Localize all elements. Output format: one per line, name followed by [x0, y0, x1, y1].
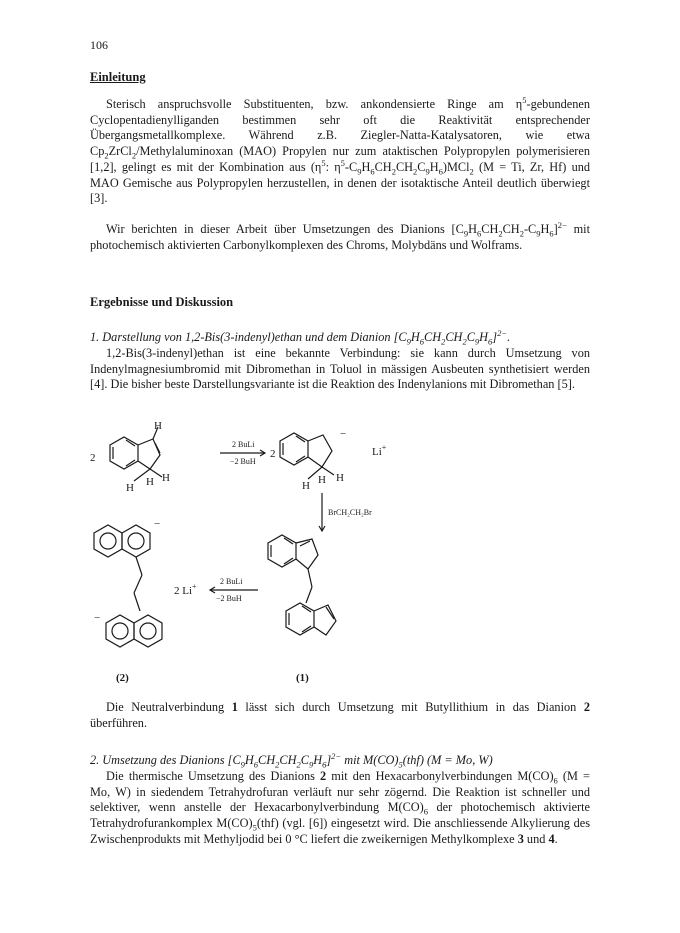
- arrow-3-reagent: 2 BuLi: [220, 577, 243, 586]
- text-fragment: (M = Ti, Zr, Hf) und MAO Gemische aus Polypropylen herzustellen, in denen der isotaktische Anteil deutlich überwiegt [3].: [90, 159, 591, 206]
- arrow-3-byproduct: −2 BuH: [216, 594, 242, 603]
- text-fragment: 2. Umsetzung des Dianions [C: [90, 753, 241, 767]
- lithium-cation: [372, 443, 387, 458]
- text-fragment: .: [507, 330, 511, 344]
- text-fragment: 1: [231, 700, 238, 714]
- text-fragment: 2: [441, 336, 446, 347]
- text-fragment: 9: [406, 336, 411, 347]
- text-fragment: 2: [104, 150, 109, 161]
- section-1-title: [90, 327, 590, 347]
- results-heading: [90, 293, 590, 311]
- text-fragment: Wir berichten in dieser Arbeit über Umsetzungen des Dianions [C: [106, 222, 464, 236]
- text-fragment: 2−: [331, 750, 342, 761]
- text-fragment: CH: [279, 753, 297, 767]
- text-fragment: 9: [474, 336, 480, 347]
- text-fragment: ]: [553, 222, 558, 236]
- text-fragment: mit den Hexacarbonylverbindungen M(CO): [326, 769, 554, 783]
- text-fragment: 6: [253, 759, 259, 770]
- text-fragment: mit M(CO): [341, 753, 399, 767]
- text-fragment: (M = Mo, W) in siedendem Tetrahydrofuran verläuft nur sehr zögernd. Die Reaktion ist schneller und selektiver, wenn anstelle der Hexacarbonylverbindung M(CO): [90, 769, 590, 815]
- text-fragment: 6: [477, 228, 482, 239]
- text-fragment: 2: [296, 759, 301, 770]
- compound-label-1: (1): [296, 672, 309, 684]
- h-label-left: H: [126, 482, 134, 494]
- text-fragment: 5: [252, 822, 257, 833]
- text-fragment: CH: [395, 159, 414, 174]
- text-fragment: +: [192, 582, 197, 591]
- section-1-paragraph-2: [90, 700, 590, 731]
- text-fragment: H: [468, 222, 477, 236]
- text-fragment: H: [410, 330, 420, 344]
- reaction-scheme: [90, 415, 590, 687]
- text-fragment: Li: [372, 446, 382, 458]
- reaction-scheme-drawing: [90, 415, 590, 687]
- text-fragment: C: [300, 753, 309, 767]
- compound-2-structure: [94, 525, 162, 647]
- text-fragment: 6: [419, 336, 424, 347]
- intro-paragraph-1: [90, 94, 591, 207]
- section-2-title: [90, 750, 590, 770]
- text-fragment: ]: [326, 753, 332, 767]
- text-fragment: +: [381, 443, 387, 452]
- indenyl-anion-structure: [280, 433, 334, 479]
- text-fragment: 5: [321, 157, 326, 168]
- text-fragment: 6: [370, 166, 375, 177]
- text-fragment: 5: [522, 94, 527, 105]
- text-fragment: H: [429, 159, 439, 174]
- indene-left-structure: [110, 427, 162, 481]
- text-fragment: H: [361, 159, 371, 174]
- text-fragment: /Methylaluminoxan (MAO) Propylen nur zum ataktischen Polypropylen polymerisieren [1,2], gelingt es mit der Kombination aus (η: [90, 144, 590, 174]
- intro-heading: [90, 68, 590, 86]
- text-fragment: : η: [325, 159, 341, 174]
- arrow-1-reagent: 2 BuLi: [232, 440, 255, 449]
- h-label-anion-left: H: [302, 480, 310, 492]
- text-fragment: ZrCl: [108, 144, 132, 159]
- arrow-1-byproduct: −2 BuH: [230, 457, 256, 466]
- text-fragment: 5: [340, 157, 345, 168]
- h-label-anion-right: H: [336, 472, 344, 484]
- text-fragment: Die thermische Umsetzung des Dianions: [106, 769, 321, 783]
- text-fragment: 2: [498, 228, 503, 239]
- text-fragment: 1. Darstellung von 1,2-Bis(3-indenyl)ethan und dem Dianion [C: [90, 330, 407, 344]
- h-label-mid: H: [146, 476, 154, 488]
- lithium-counterions: [174, 582, 197, 597]
- page-number: 106: [90, 38, 108, 52]
- text-fragment: C: [417, 159, 426, 174]
- arrow-2-reagent: BrCH₂CH₂Br: [328, 508, 372, 517]
- intro-paragraph-2: [90, 219, 590, 253]
- text-fragment: 2: [583, 700, 590, 714]
- text-fragment: H: [313, 753, 323, 767]
- text-fragment: (thf) (vgl. [6]) eingesetzt wird. Die anschliessende Alkylierung des Zwischenprodukts mit Methyljodid bei 0 °C liefert die zweikernigen Methylkomplexe: [90, 816, 590, 846]
- text-fragment: 9: [240, 759, 245, 770]
- charge-lower-indenyl: −: [94, 612, 101, 624]
- text-fragment: H: [244, 753, 254, 767]
- compound-1-structure: [268, 535, 336, 635]
- text-fragment: Einleitung: [90, 70, 146, 84]
- text-fragment: 2 Li: [174, 585, 193, 597]
- text-fragment: mit photochemisch aktivierten Carbonylkomplexen des Chroms, Molybdäns und Wolframs.: [90, 222, 590, 252]
- text-fragment: (thf) (M = Mo, W): [402, 753, 493, 767]
- h-label-anion-mid: H: [318, 474, 326, 486]
- text-fragment: 2: [320, 769, 327, 783]
- text-fragment: CH: [445, 330, 463, 344]
- text-fragment: CH: [374, 159, 392, 174]
- text-fragment: 9: [536, 228, 541, 239]
- text-fragment: C: [466, 330, 475, 344]
- text-fragment: -gebundenen Cyclopentadienylliganden bestimmen sehr oft die Reaktivität entsprechender Übergangsmetallkomplexe. Während z.B. Ziegler-Natta-Katalysatoren, wie etwa Cp: [90, 97, 590, 159]
- text-fragment: 5: [398, 759, 403, 770]
- text-fragment: Sterisch anspruchsvolle Substituenten, bzw. ankondensierte Ringe am η: [106, 97, 523, 111]
- text-fragment: 9: [308, 759, 314, 770]
- h-label-top: H: [154, 420, 162, 432]
- text-fragment: 2−: [497, 327, 508, 338]
- text-fragment: 6: [488, 336, 493, 347]
- text-fragment: 6: [423, 806, 429, 817]
- text-fragment: Die Neutralverbindung: [106, 700, 232, 714]
- text-fragment: 6: [322, 759, 327, 770]
- text-fragment: CH: [502, 222, 520, 236]
- text-fragment: überführen.: [90, 715, 148, 730]
- text-fragment: 3: [517, 831, 524, 846]
- text-fragment: der photochemisch aktivierte Tetrahydrofurankomplex M(CO): [90, 800, 591, 831]
- text-fragment: 2: [413, 166, 418, 177]
- compound-label-2: (2): [116, 672, 129, 684]
- text-fragment: .: [554, 831, 558, 846]
- anion-charge: −: [340, 428, 347, 440]
- text-fragment: 2: [519, 228, 524, 239]
- text-fragment: 2: [469, 166, 474, 177]
- h-label-right: H: [162, 472, 170, 484]
- section-2-paragraph-1: [90, 769, 590, 848]
- text-fragment: )MCl: [442, 159, 470, 174]
- text-fragment: ]: [492, 330, 498, 344]
- text-fragment: 9: [357, 166, 362, 177]
- text-fragment: H: [540, 222, 550, 236]
- text-fragment: 2: [391, 166, 396, 177]
- text-fragment: CH: [424, 330, 442, 344]
- text-fragment: 9: [463, 228, 469, 239]
- text-fragment: H: [479, 330, 489, 344]
- coefficient-1: 2: [90, 452, 96, 464]
- coefficient-2: 2: [270, 448, 276, 460]
- text-fragment: Ergebnisse und Diskussion: [90, 295, 234, 309]
- text-fragment: CH: [258, 753, 276, 767]
- text-fragment: -C: [523, 222, 537, 236]
- text-fragment: lässt sich durch Umsetzung mit Butyllithium in das Dianion: [237, 700, 584, 714]
- text-fragment: und: [523, 831, 549, 846]
- text-fragment: 2: [275, 759, 280, 770]
- text-fragment: 6: [438, 166, 443, 177]
- text-fragment: 6: [549, 228, 554, 239]
- text-fragment: 2: [462, 336, 467, 347]
- text-fragment: 2−: [557, 219, 567, 230]
- text-fragment: -C: [344, 159, 358, 174]
- text-fragment: 4: [548, 831, 555, 846]
- text-fragment: 9: [425, 166, 430, 177]
- text-fragment: 2: [131, 150, 137, 161]
- text-fragment: CH: [481, 222, 499, 236]
- text-fragment: 6: [553, 775, 558, 786]
- charge-upper-indenyl: −: [154, 518, 161, 530]
- section-1-paragraph-1: [90, 346, 590, 393]
- text-fragment: 1,2-Bis(3-indenyl)ethan ist eine bekannte Verbindung: sie kann durch Umsetzung von Indenylmagnesiumbromid mit Dibromethan in Toluol in mässigen Ausbeuten synthetisiert werden [4]. Die bisher beste Darstellungsvariante ist die Reaktion des Indenylanions mit Dibromethan [5].: [90, 346, 590, 392]
